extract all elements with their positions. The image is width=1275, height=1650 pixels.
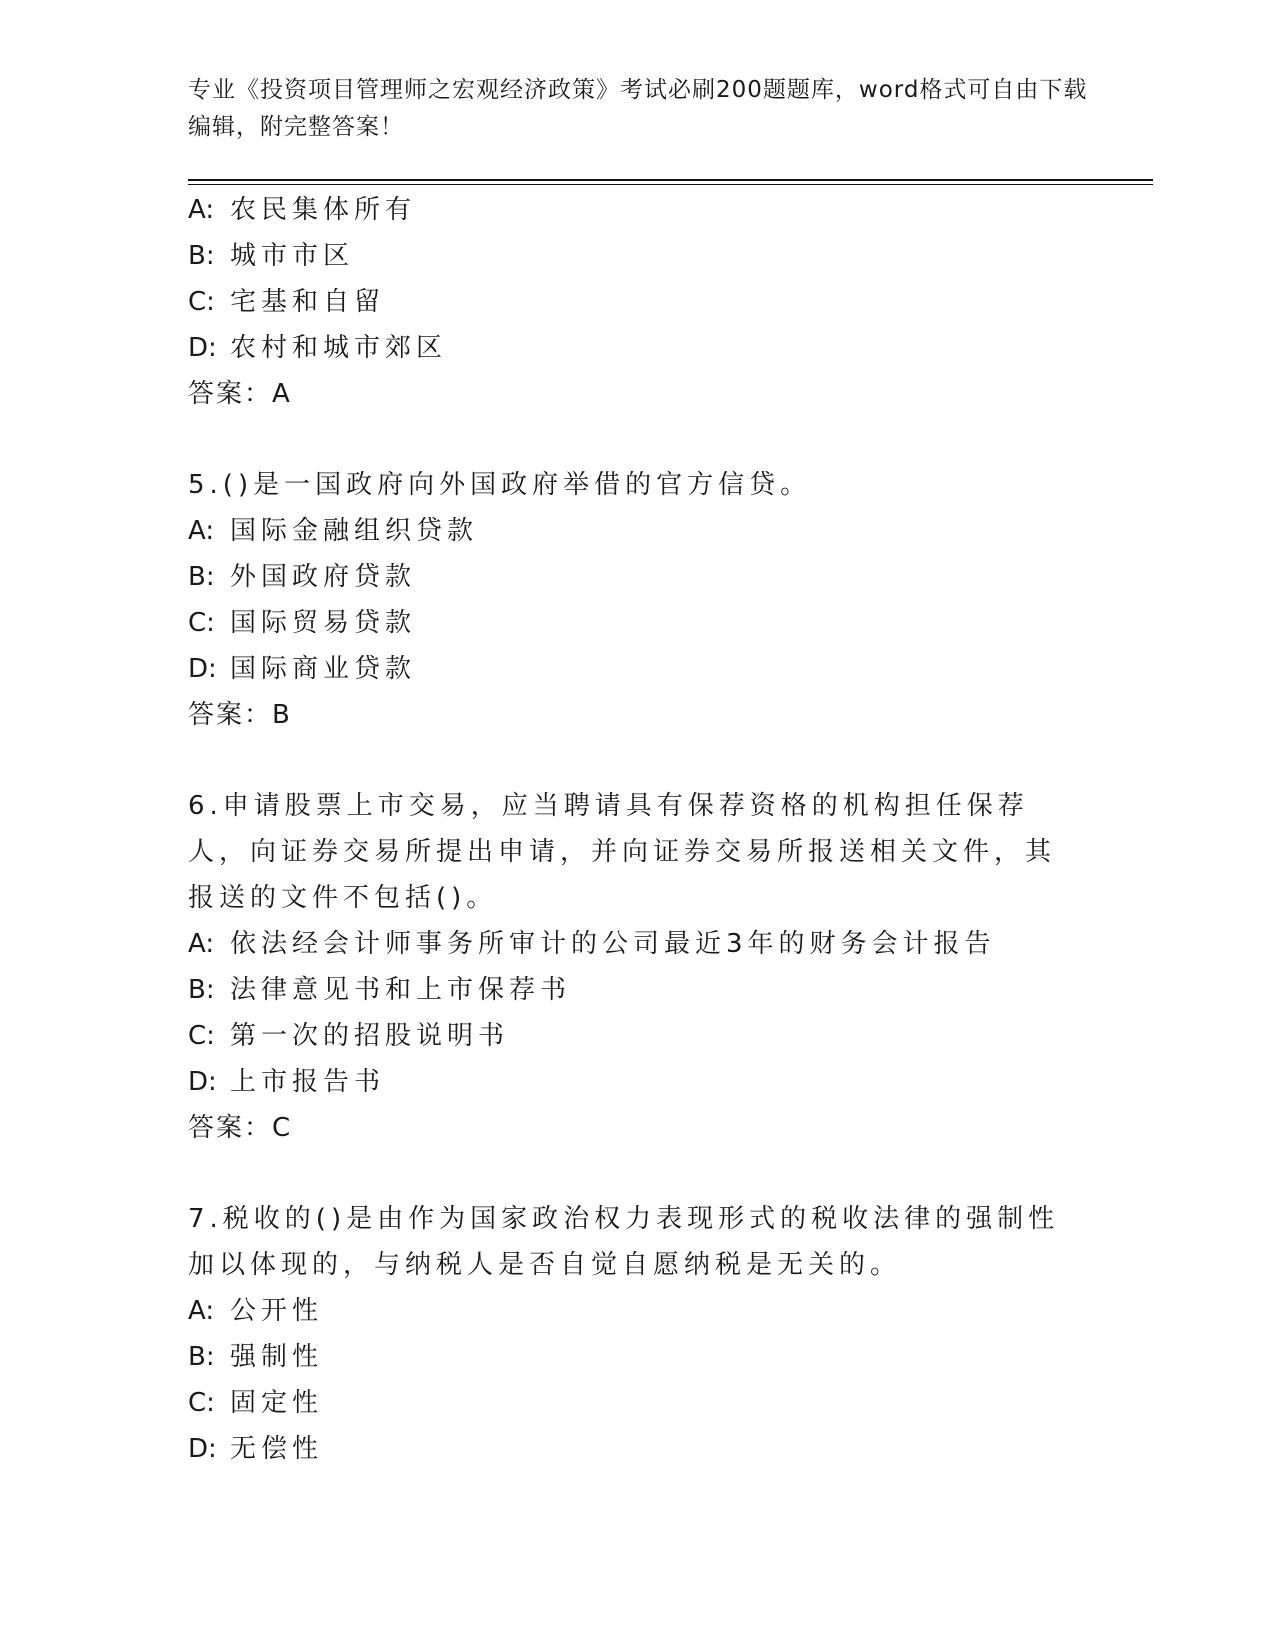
question-block-5	[188, 462, 1078, 738]
option-b	[188, 967, 1078, 1013]
option-text: 宅基和自留	[230, 287, 386, 317]
header-divider-thick	[188, 179, 1153, 181]
option-letter: D:	[188, 1067, 217, 1097]
option-letter: B:	[188, 562, 215, 592]
answer-line: 答案：A	[188, 379, 292, 409]
question-stem: 6.申请股票上市交易，应当聘请具有保荐资格的机构担任保荐人，向证券交易所提出申请，并向证券交易所报送相关文件，其报送的文件不包括()。	[188, 791, 1057, 913]
header-divider-thin	[188, 184, 1153, 185]
question-list	[188, 187, 1078, 1472]
option-text: 国际金融组织贷款	[230, 516, 479, 546]
block-spacer	[188, 738, 1078, 783]
option-text: 国际贸易贷款	[230, 608, 417, 638]
option-b	[188, 1334, 1078, 1380]
option-c	[188, 1380, 1078, 1426]
option-text: 农村和城市郊区	[230, 333, 448, 363]
option-c	[188, 1013, 1078, 1059]
option-a	[188, 187, 1078, 233]
option-letter: B:	[188, 975, 215, 1005]
option-letter: A:	[188, 195, 215, 225]
document-header: 专业《投资项目管理师之宏观经济政策》考试必刷200题题库，word格式可自由下载编辑，附完整答案！	[188, 77, 1088, 140]
option-b	[188, 233, 1078, 279]
option-letter: B:	[188, 241, 215, 271]
question-block-7	[188, 1196, 1078, 1472]
option-letter: B:	[188, 1342, 215, 1372]
option-letter: D:	[188, 654, 217, 684]
option-text: 上市报告书	[230, 1067, 386, 1097]
option-text: 无偿性	[230, 1434, 324, 1464]
option-letter: A:	[188, 516, 215, 546]
option-text: 强制性	[230, 1342, 324, 1372]
option-d	[188, 646, 1078, 692]
question-stem: 7.税收的()是由作为国家政治权力表现形式的税收法律的强制性加以体现的，与纳税人是否自觉自愿纳税是无关的。	[188, 1204, 1060, 1280]
option-c	[188, 600, 1078, 646]
block-spacer	[188, 1151, 1078, 1196]
option-d	[188, 325, 1078, 371]
option-b	[188, 554, 1078, 600]
answer-line: 答案：C	[188, 1113, 293, 1143]
option-letter: A:	[188, 929, 215, 959]
option-text: 城市市区	[230, 241, 355, 271]
option-text: 公开性	[230, 1296, 324, 1326]
question-stem: 5.()是一国政府向外国政府举借的官方信贷。	[188, 470, 812, 500]
option-text: 固定性	[230, 1388, 324, 1418]
option-text: 国际商业贷款	[230, 654, 417, 684]
option-letter: C:	[188, 287, 215, 317]
option-a	[188, 1288, 1078, 1334]
option-d	[188, 1059, 1078, 1105]
option-a	[188, 921, 1078, 967]
option-text: 第一次的招股说明书	[230, 1021, 510, 1051]
block-spacer	[188, 417, 1078, 462]
option-text: 法律意见书和上市保荐书	[230, 975, 572, 1005]
option-c	[188, 279, 1078, 325]
option-letter: A:	[188, 1296, 215, 1326]
question-block-6	[188, 783, 1078, 1151]
option-text: 依法经会计师事务所审计的公司最近3年的财务会计报告	[230, 929, 996, 959]
option-letter: C:	[188, 1388, 215, 1418]
option-letter: D:	[188, 1434, 217, 1464]
option-d	[188, 1426, 1078, 1472]
option-letter: C:	[188, 1021, 215, 1051]
answer-line: 答案：B	[188, 700, 292, 730]
option-letter: D:	[188, 333, 217, 363]
option-text: 外国政府贷款	[230, 562, 417, 592]
option-letter: C:	[188, 608, 215, 638]
question-block-4	[188, 187, 1078, 417]
option-a	[188, 508, 1078, 554]
option-text: 农民集体所有	[230, 195, 417, 225]
